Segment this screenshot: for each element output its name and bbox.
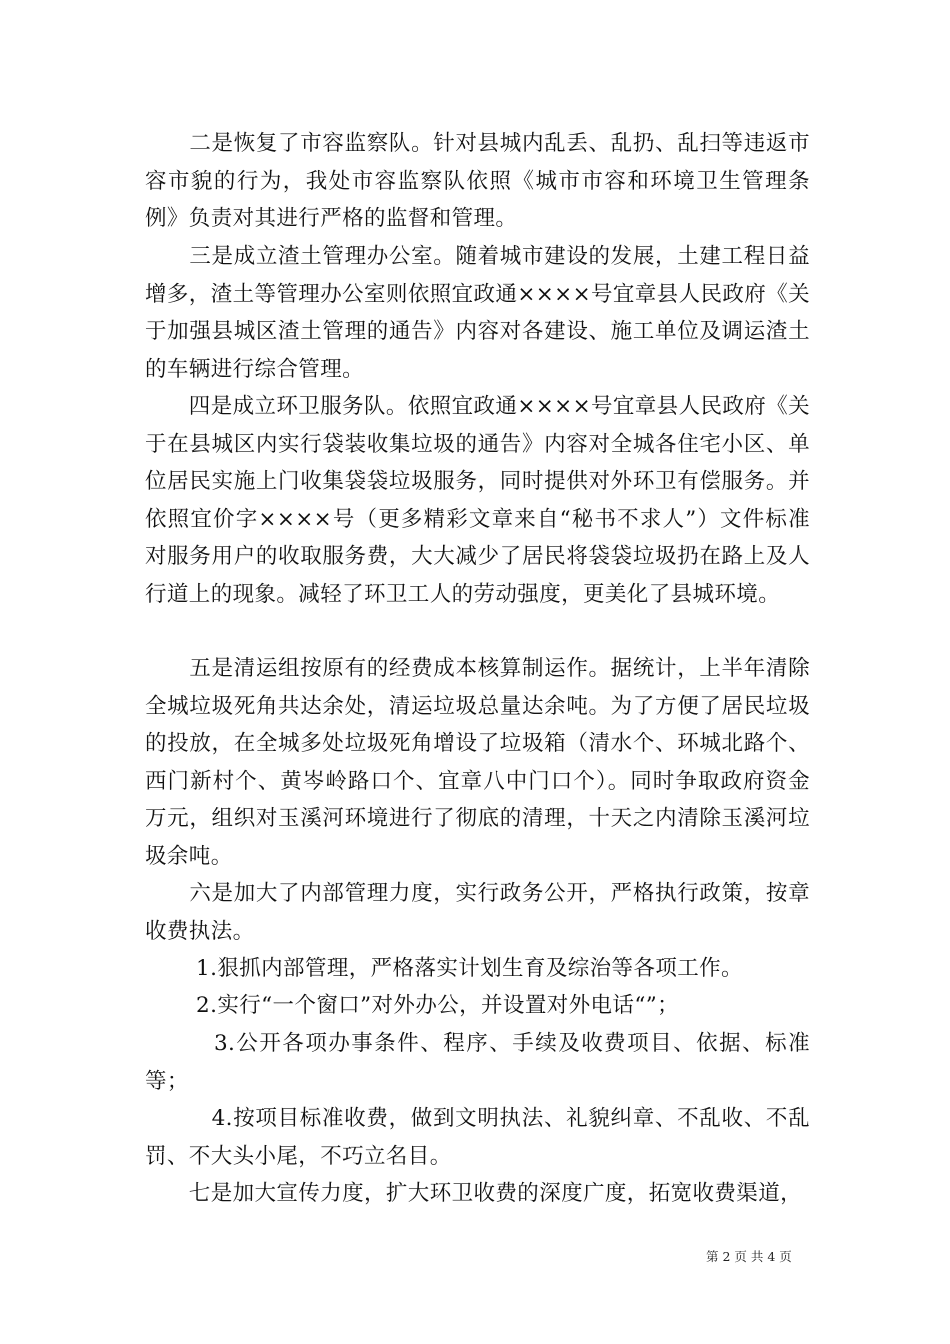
list-item-2: 2.实行“一个窗口”对外办公，并设置对外电话“”； — [145, 993, 680, 1018]
list-item-1: 1.狠抓内部管理，严格落实计划生育及综治等各项工作。 — [145, 956, 743, 981]
paragraph-4: 四是成立环卫服务队。依照宜政通××××号宜章县人民政府《关于在县城区内实行袋装收集垃圾的通告》内容对全城各住宅小区、单位居民实施上门收集袋袋垃圾服务，同时提供对外环卫有偿服务。并依照宜价字××××号（更多精彩文章来自“秘书不求人”）文件标准对服务用户的收取服务费，大大减少了居民将袋袋垃圾扔在路上及人行道上的现象。减轻了环卫工人的劳动强度，更美化了县城环境。 — [145, 394, 810, 607]
paragraph-3: 三是成立渣土管理办公室。随着城市建设的发展，土建工程日益增多，渣土等管理办公室则依照宜政通××××号宜章县人民政府《关于加强县城区渣土管理的通告》内容对各建设、施工单位及调运渣土的车辆进行综合管理。 — [145, 244, 810, 382]
page-number: 第 2 页 共 4 页 — [706, 1249, 792, 1264]
paragraph-6: 六是加大了内部管理力度，实行政务公开，严格执行政策，按章收费执法。 — [145, 881, 810, 944]
page-footer — [706, 1247, 792, 1265]
paragraph-5: 五是清运组按原有的经费成本核算制运作。据统计，上半年清除全城垃圾死角共达余处，清运垃圾总量达余吨。为了方便了居民垃圾的投放，在全城多处垃圾死角增设了垃圾箱（清水个、环城北路个、西门新村个、黄岑岭路口个、宜章八中门口个）。同时争取政府资金万元，组织对玉溪河环境进行了彻底的清理，十天之内清除玉溪河垃圾余吨。 — [145, 656, 810, 869]
list-item-3: 3.公开各项办事条件、程序、手续及收费项目、依据、标准等； — [145, 1031, 810, 1094]
list-item-4: 4.按项目标准收费，做到文明执法、礼貌纠章、不乱收、不乱罚、不大头小尾，不巧立名目。 — [145, 1106, 810, 1169]
paragraph-7: 七是加大宣传力度，扩大环卫收费的深度广度，拓宽收费渠道， — [145, 1181, 803, 1206]
paragraph-2: 二是恢复了市容监察队。针对县城内乱丢、乱扔、乱扫等违返市容市貌的行为，我处市容监察队依照《城市市容和环境卫生管理条例》负责对其进行严格的监督和管理。 — [145, 131, 810, 231]
